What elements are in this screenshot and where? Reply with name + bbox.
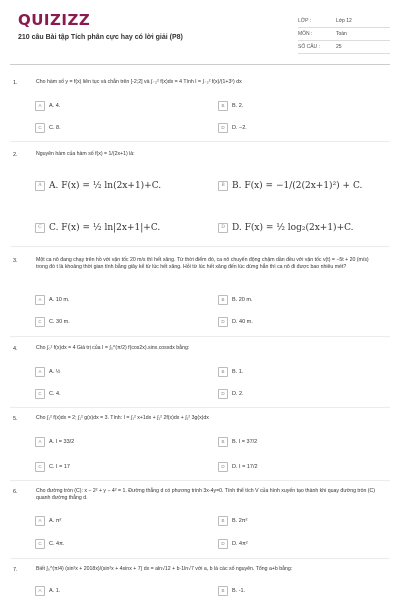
option-label: A. π² xyxy=(49,517,62,524)
meta-key: MÔN : xyxy=(298,31,313,37)
option-c[interactable] xyxy=(35,222,160,233)
option-b[interactable] xyxy=(218,436,257,447)
option-box: B xyxy=(218,367,228,377)
option-box: B xyxy=(218,295,228,305)
option-label: A. I = 33/2 xyxy=(49,438,75,445)
option-d[interactable] xyxy=(218,122,247,133)
option-box: A xyxy=(35,516,45,526)
question-divider xyxy=(10,141,390,142)
question-divider xyxy=(10,407,390,408)
option-label: D. F(x) = ½ log₂(2x+1)+C. xyxy=(232,222,354,233)
question-text: Cho hàm số y = f(x) liên tục và chẵn trên [-2;2] và ∫₋₂² f(x)dx = 4 Tính I = ∫₋₂² f(x)/(1+3ˣ) dx xyxy=(36,79,242,85)
option-c[interactable] xyxy=(35,316,70,327)
question-number: 4. xyxy=(13,346,18,352)
meta-key: LỚP : xyxy=(298,18,312,24)
option-d[interactable] xyxy=(218,538,248,549)
option-label: B. 2. xyxy=(232,102,244,109)
question-text: Cho ∫₁² f(x)dx = 2; ∫₁² g(x)dx = 3. Tính: I = ∫₁² x+1dx + ∫₁² 2f(x)dx + ∫₁² 3g(x)dx xyxy=(36,415,209,421)
option-box: C xyxy=(35,317,45,327)
option-label: D. 2. xyxy=(232,390,244,397)
option-box: C xyxy=(35,462,45,472)
option-box: C xyxy=(35,539,45,549)
option-label: D. I = 17/2 xyxy=(232,463,258,470)
option-c[interactable] xyxy=(35,122,61,133)
option-box: C xyxy=(35,389,45,399)
question-number: 1. xyxy=(13,80,18,86)
question-divider xyxy=(10,336,390,337)
option-box: D xyxy=(218,539,228,549)
option-label: C. 4π. xyxy=(49,540,65,547)
option-c[interactable] xyxy=(35,461,70,472)
question-number: 5. xyxy=(13,416,18,422)
option-d[interactable] xyxy=(218,388,244,399)
option-box: B xyxy=(218,181,228,191)
option-a[interactable] xyxy=(35,436,74,447)
option-label: B. F(x) = −1/(2(2x+1)²) + C. xyxy=(232,180,363,191)
question-number: 6. xyxy=(13,489,18,495)
option-box: B xyxy=(218,586,228,596)
meta-value: 25 xyxy=(336,44,342,50)
option-box: A xyxy=(35,586,45,596)
option-d[interactable] xyxy=(218,316,253,327)
meta-value: Lớp 12 xyxy=(336,18,352,24)
option-label: C. 4. xyxy=(49,390,61,397)
question-text: Cho ∫₀¹ f(x)dx = 4 Giá trị của I = ∫₀^(π/2) f(cos2x).sinx.cosxdx bằng: xyxy=(36,345,190,351)
option-a[interactable] xyxy=(35,366,60,377)
option-label: A. 10 m. xyxy=(49,296,70,303)
option-a[interactable] xyxy=(35,515,61,526)
question-text: Một ca nô đang chạy trên hồ với vận tốc 20 m/s thì hết xăng. Từ thời điểm đó, ca nô chuyển động chậm dần đều với vận tốc v(t) = −5t + 20 (m/s) trong đó t là khoảng thời gian tính bằng giây kể từ lúc hết xăng. Hỏi từ lúc hết xăng đến lúc dừng hẳn thì ca nô đi được bao nhiêu mét? xyxy=(36,257,369,270)
option-b[interactable] xyxy=(218,180,362,191)
question-text: Cho đường tròn (C): x − 2² + y − 4² = 1. Đường thẳng d có phương trình 3x-4y=0. Tính thể tích V của hình xuyến tạo thành khi quay đường tròn (C) quanh đường thẳng d. xyxy=(36,488,375,501)
question-number: 3. xyxy=(13,258,18,264)
option-box: B xyxy=(218,101,228,111)
option-a[interactable] xyxy=(35,294,69,305)
option-d[interactable] xyxy=(218,222,354,233)
header-divider xyxy=(10,64,390,65)
option-d[interactable] xyxy=(218,461,258,472)
option-box: A xyxy=(35,101,45,111)
option-box: A xyxy=(35,437,45,447)
option-box: A xyxy=(35,295,45,305)
question-text: Nguyên hàm của hàm số f(x) = 1/(2x+1) là: xyxy=(36,151,135,157)
option-label: B. 20 m. xyxy=(232,296,253,303)
question-divider xyxy=(10,558,390,559)
meta-key: SỐ CÂU : xyxy=(298,44,320,50)
option-box: B xyxy=(218,437,228,447)
option-b[interactable] xyxy=(218,585,245,596)
option-label: B. -1. xyxy=(232,587,246,594)
document-title: 210 câu Bài tập Tích phân cực hay có lời giải (P8) xyxy=(18,34,183,41)
option-box: D xyxy=(218,389,228,399)
option-box: D xyxy=(218,317,228,327)
option-box: C xyxy=(35,123,45,133)
option-label: C. 30 m. xyxy=(49,318,70,325)
option-label: D. 4π² xyxy=(232,540,248,547)
option-box: D xyxy=(218,123,228,133)
document-header xyxy=(0,0,400,62)
option-box: A xyxy=(35,367,45,377)
meta-value: Toán xyxy=(336,31,347,37)
option-b[interactable] xyxy=(218,366,243,377)
option-label: B. 2π² xyxy=(232,517,248,524)
option-c[interactable] xyxy=(35,388,61,399)
question-number: 7. xyxy=(13,567,18,573)
option-b[interactable] xyxy=(218,294,252,305)
option-box: D xyxy=(218,223,228,233)
option-label: A. 4. xyxy=(49,102,61,109)
option-a[interactable] xyxy=(35,100,60,111)
option-box: A xyxy=(35,181,45,191)
meta-row-subject xyxy=(298,28,390,41)
question-divider xyxy=(10,246,390,247)
option-label: D. −2. xyxy=(232,124,247,131)
option-box: B xyxy=(218,516,228,526)
option-label: B. 1. xyxy=(232,368,244,375)
option-label: D. 40 m. xyxy=(232,318,253,325)
option-label: B. I = 37/2 xyxy=(232,438,258,445)
option-label: C. 8. xyxy=(49,124,61,131)
option-label: A. 1. xyxy=(49,587,61,594)
option-b[interactable] xyxy=(218,515,247,526)
option-box: D xyxy=(218,462,228,472)
quizizz-logo: QUIZIZZ xyxy=(18,11,91,29)
option-b[interactable] xyxy=(218,100,243,111)
meta-table xyxy=(298,15,390,54)
question-divider xyxy=(10,480,390,481)
question-text: Biết ∫₀^(π/4) (sin²x + 2018x)/(sin²x + 4sinx + 7) dx = aln√12 + b·1ln√7 với a, b là các số nguyên. Tổng a+b bằng: xyxy=(36,566,293,572)
meta-row-count xyxy=(298,41,390,54)
option-box: C xyxy=(35,223,45,233)
option-label: A. ½ xyxy=(49,368,61,375)
meta-row-class xyxy=(298,15,390,28)
option-label: A. F(x) = ½ ln(2x+1)+C. xyxy=(49,180,162,191)
option-a[interactable] xyxy=(35,585,60,596)
question-number: 2. xyxy=(13,152,18,158)
option-a[interactable] xyxy=(35,180,161,191)
option-label: C. I = 17 xyxy=(49,463,70,470)
option-c[interactable] xyxy=(35,538,64,549)
option-label: C. F(x) = ½ ln|2x+1|+C. xyxy=(49,222,161,233)
